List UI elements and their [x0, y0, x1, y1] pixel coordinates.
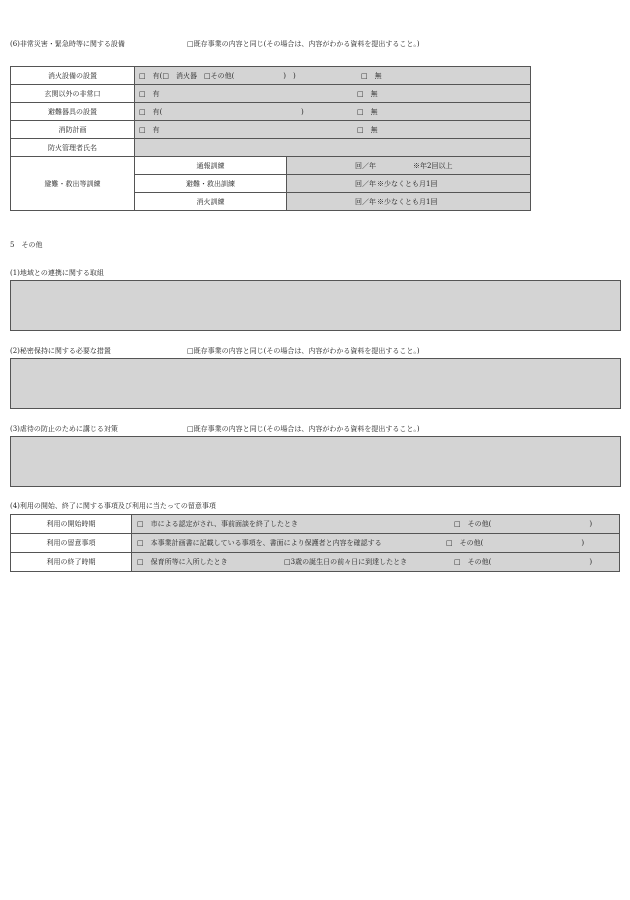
abuse-prevention-textarea[interactable]: [10, 436, 621, 487]
table-row: [11, 103, 531, 121]
row-label: 利用の留意事項: [11, 534, 132, 553]
row-label: 利用の終了時期: [11, 553, 132, 572]
close-paren: ): [301, 107, 304, 116]
community-textarea[interactable]: [10, 280, 621, 331]
section6-heading: (6)非常災害・緊急時等に関する設備: [10, 40, 125, 48]
option-no[interactable]: □ 無: [357, 89, 378, 98]
usage-table: [10, 514, 620, 572]
drill-frequency-unit: 回／年: [355, 161, 376, 170]
table-row: [11, 139, 531, 157]
emergency-exit-options[interactable]: [135, 85, 531, 103]
drill-name: 通報訓練: [135, 157, 287, 175]
drill-frequency-unit: 回／年: [355, 197, 376, 206]
section5-heading: 5 その他: [10, 241, 43, 249]
row-label: 玄関以外の非常口: [11, 85, 135, 103]
table-row: [11, 121, 531, 139]
row-label: 避難器具の設置: [11, 103, 135, 121]
disaster-equipment-table: [10, 66, 531, 211]
option-no[interactable]: □ 無: [357, 125, 378, 134]
drill-label: 避難・救出等訓練: [11, 157, 135, 211]
drill-frequency-note: ※年2回以上: [413, 161, 453, 170]
fire-equipment-options[interactable]: [135, 67, 531, 85]
option-other[interactable]: □ その他( ): [454, 558, 593, 566]
table-row: [11, 534, 620, 553]
option-other[interactable]: □ その他( ): [446, 539, 585, 547]
drill-frequency-note: ※少なくとも月1回: [377, 197, 438, 206]
confidentiality-same-checkbox[interactable]: □既存事業の内容と同じ(その場合は、内容がわかる資料を提出すること。): [187, 347, 420, 355]
drill-frequency-unit: 回／年: [355, 179, 376, 188]
row-label: 防火管理者氏名: [11, 139, 135, 157]
option-yes[interactable]: □ 有(: [139, 107, 163, 116]
section6-same-checkbox[interactable]: □既存事業の内容と同じ(その場合は、内容がわかる資料を提出すること。): [187, 40, 420, 48]
drill-frequency-input[interactable]: [287, 193, 531, 211]
option-a[interactable]: □ 本事業計画書に記載している事項を、書面により保護者と内容を確認する: [137, 539, 382, 547]
drill-frequency-note: ※少なくとも月1回: [377, 179, 438, 188]
row-label: 消防計画: [11, 121, 135, 139]
drill-frequency-input[interactable]: [287, 157, 531, 175]
drill-name: 避難・救出訓練: [135, 175, 287, 193]
usage-notes-options[interactable]: [132, 534, 620, 553]
table-row: [11, 67, 531, 85]
row-label: 利用の開始時期: [11, 515, 132, 534]
drill-name: 消火訓練: [135, 193, 287, 211]
usage-end-options[interactable]: [132, 553, 620, 572]
fire-plan-options[interactable]: [135, 121, 531, 139]
abuse-prevention-same-checkbox[interactable]: □既存事業の内容と同じ(その場合は、内容がわかる資料を提出すること。): [187, 425, 420, 433]
confidentiality-textarea[interactable]: [10, 358, 621, 409]
abuse-prevention-heading: (3)虐待の防止のために講じる対策: [10, 425, 118, 433]
confidentiality-heading: (2)秘密保持に関する必要な措置: [10, 347, 111, 355]
evacuation-equipment-options[interactable]: [135, 103, 531, 121]
option-yes[interactable]: □ 有: [139, 125, 160, 134]
table-row: [11, 515, 620, 534]
option-no[interactable]: □ 無: [361, 71, 382, 80]
drill-frequency-input[interactable]: [287, 175, 531, 193]
option-other[interactable]: □ その他( ): [454, 520, 593, 528]
usage-start-options[interactable]: [132, 515, 620, 534]
table-row: [11, 157, 531, 175]
option-a[interactable]: □ 保育所等に入所したとき: [137, 558, 228, 566]
table-row: [11, 85, 531, 103]
usage-heading: (4)利用の開始、終了に関する事項及び利用に当たっての留意事項: [10, 502, 216, 510]
table-row: [11, 553, 620, 572]
option-yes[interactable]: □ 有: [139, 89, 160, 98]
row-label: 消火設備の設置: [11, 67, 135, 85]
fire-manager-name-input[interactable]: [135, 139, 531, 157]
option-no[interactable]: □ 無: [357, 107, 378, 116]
option-a[interactable]: □ 市による認定がされ、事前面談を終了したとき: [137, 520, 299, 528]
option-b[interactable]: □3歳の誕生日の前々日に到達したとき: [284, 558, 408, 566]
option-yes[interactable]: □ 有(□ 消火器 □その他( ) ): [139, 71, 296, 80]
community-heading: (1)地域との連携に関する取組: [10, 269, 104, 277]
